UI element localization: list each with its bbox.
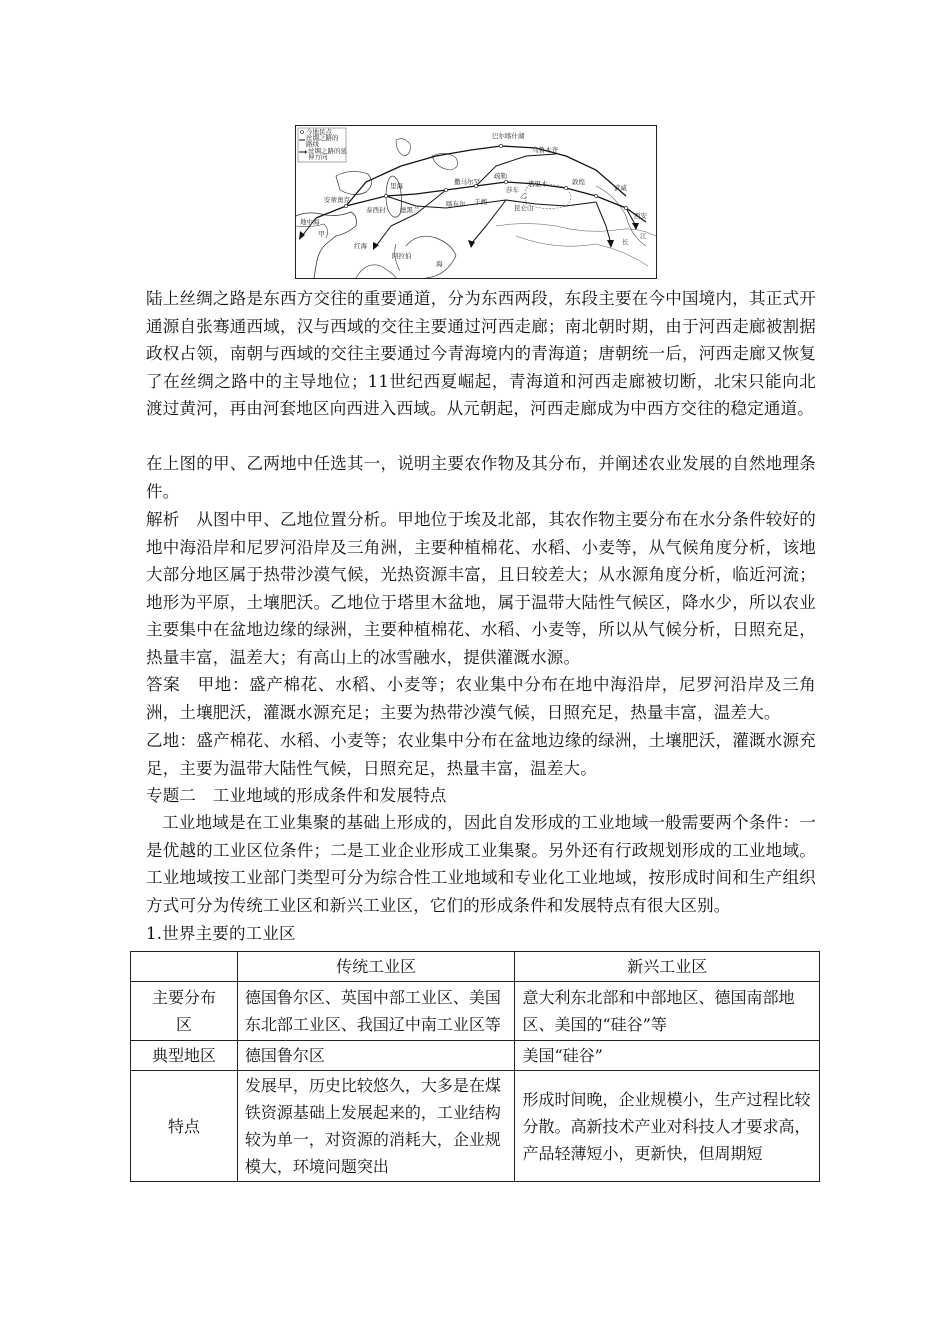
silk-road-map xyxy=(295,125,657,279)
map-label: 乙 xyxy=(520,192,527,200)
map-label: 甲 xyxy=(318,230,325,238)
map-label: 地中海 xyxy=(300,218,320,226)
map-label: 撒马尔罕 xyxy=(454,178,480,186)
map-label: 江 xyxy=(640,232,647,240)
paragraph-question: 在上图的甲、乙两地中任选其一，说明主要农作物及其分布，并阐述农业发展的自然地理条件。 xyxy=(146,454,816,501)
paragraph-industrial-region: 工业地域是在工业集聚的基础上形成的，因此自发形成的工业地域一般需要两个条件：一是优越的工业区位条件；二是工业企业形成工业集聚。另外还有行政规划形成的工业地域。工业地域按工业部门类型可分为综合性工业地域和专业化工业地域，按形成时间和生产组织方式可分为传统工业区和新兴工业区，它们的形成条件和发展特点有很大区别。 xyxy=(146,813,816,915)
table-cell: 美国“硅谷” xyxy=(515,1041,820,1071)
table-header-row xyxy=(131,952,820,982)
table-cell: 形成时间晚，企业规模小，生产过程比较分散。高新技术产业对科技人才要求高，产品轻薄短小，更新快，但周期短 xyxy=(515,1071,820,1182)
map-label: 安蒂奥克 xyxy=(324,196,350,204)
table-row xyxy=(131,1071,820,1182)
legend-text: 丝绸之路的延 xyxy=(308,147,347,155)
table-cell: 德国鲁尔区 xyxy=(237,1041,515,1071)
map-label: 阿拉伯 xyxy=(392,252,412,260)
map-label: 巴尔喀什湖 xyxy=(492,132,525,140)
map-label: 敦煌 xyxy=(572,178,585,186)
map-label: 里海 xyxy=(390,182,403,190)
table-header-cell: 传统工业区 xyxy=(237,952,515,982)
paragraph-answer-yi: 乙地：盛产棉花、水稻、小麦等；农业集中分布在盆地边缘的绿洲，土壤肥沃，灌溉水源充足，主要为温带大陆性气候，日照充足，热量丰富，温差大。 xyxy=(146,731,816,778)
table-row xyxy=(131,1041,820,1071)
map-label: 武威 xyxy=(614,184,627,192)
map-label: 疏勒 xyxy=(494,172,507,180)
table-header-cell xyxy=(131,952,238,982)
map-label: 于阗 xyxy=(474,198,487,206)
table-cell: 主要分布区 xyxy=(131,982,238,1041)
table-row xyxy=(131,982,820,1041)
map-label: 海 xyxy=(436,260,443,268)
legend-text: 丝绸之路的 xyxy=(306,134,339,142)
table-header-cell: 新兴工业区 xyxy=(515,952,820,982)
paragraph-answer-jia: 答案 甲地：盛产棉花、水稻、小麦等；农业集中分布在地中海沿岸，尼罗河沿岸及三角洲，土壤肥沃，灌溉水源充足；主要为热带沙漠气候，日照充足，热量丰富，温差大。 xyxy=(146,675,816,722)
industrial-region-table xyxy=(130,951,820,1182)
map-label: 红海 xyxy=(354,242,367,250)
map-label: 喀布尔 xyxy=(446,200,466,208)
section-heading: 专题二 工业地域的形成条件和发展特点 xyxy=(146,786,447,805)
table-cell: 发展早，历史比较悠久，大多是在煤铁资源基础上发展起来的，工业结构较为单一，对资源的消耗大，企业规模大，环境问题突出 xyxy=(237,1071,515,1182)
table-cell: 意大利东北部和中部地区、德国南部地区、美国的“硅谷”等 xyxy=(515,982,820,1041)
table-cell: 德国鲁尔区、英国中部工业区、美国东北部工业区、我国辽中南工业区等 xyxy=(237,982,515,1041)
map-label: 乌鲁木齐 xyxy=(532,146,558,154)
map-label: 西安 xyxy=(634,212,647,220)
legend-text: 今地民点 xyxy=(306,128,332,136)
paragraph-silk-road: 陆上丝绸之路是东西方交往的重要通道，分为东西两段，东段主要在今中国境内，其正式开通源自张骞通西域，汉与西域的交往主要通过河西走廊；南北朝时期，由于河西走廊被割据政权占领，南朝与西域的交往主要通过今青海境内的青海道；唐朝统一后，河西走廊又恢复了在丝绸之路中的主导地位；11世纪西夏崛起，青海道和河西走廊被切断，北宋只能向北渡过黄河，再由河套地区向西进入西域。从元朝起，河西走廊成为中西方交往的稳定通道。 xyxy=(146,289,816,418)
map-label: 塔里木 xyxy=(528,180,548,188)
table-caption: 1.世界主要的工业区 xyxy=(146,924,296,943)
table-cell: 典型地区 xyxy=(131,1041,238,1071)
legend-text: 路线 xyxy=(306,140,319,148)
map-label: 昆仑山 xyxy=(514,204,534,212)
silk-road-map-graphic xyxy=(296,126,656,278)
map-label: 泰西封 xyxy=(366,206,386,214)
legend-text: 伸方向 xyxy=(308,153,328,161)
map-label: 德黑兰 xyxy=(400,206,420,214)
map-label: 莎车 xyxy=(506,186,519,194)
paragraph-analysis: 解析 从图中甲、乙地位置分析。甲地位于埃及北部，其农作物主要分布在水分条件较好的地中海沿岸和尼罗河沿岸及三角洲，主要种植棉花、水稻、小麦等，从气候角度分析，该地大部分地区属于热带沙漠气候，光热资源丰富，且日较差大；从水源角度分析，临近河流；地形为平原，土壤肥沃。乙地位于塔里木盆地，属于温带大陆性气候区，降水少，所以农业主要集中在盆地边缘的绿洲，主要种植棉花、水稻、小麦等，所以从气候分析，日照充足，热量丰富，温差大；有高山上的冰雪融水，提供灌溉水源。 xyxy=(146,510,816,667)
table-cell: 特点 xyxy=(131,1071,238,1182)
map-label: 长 xyxy=(622,238,629,246)
